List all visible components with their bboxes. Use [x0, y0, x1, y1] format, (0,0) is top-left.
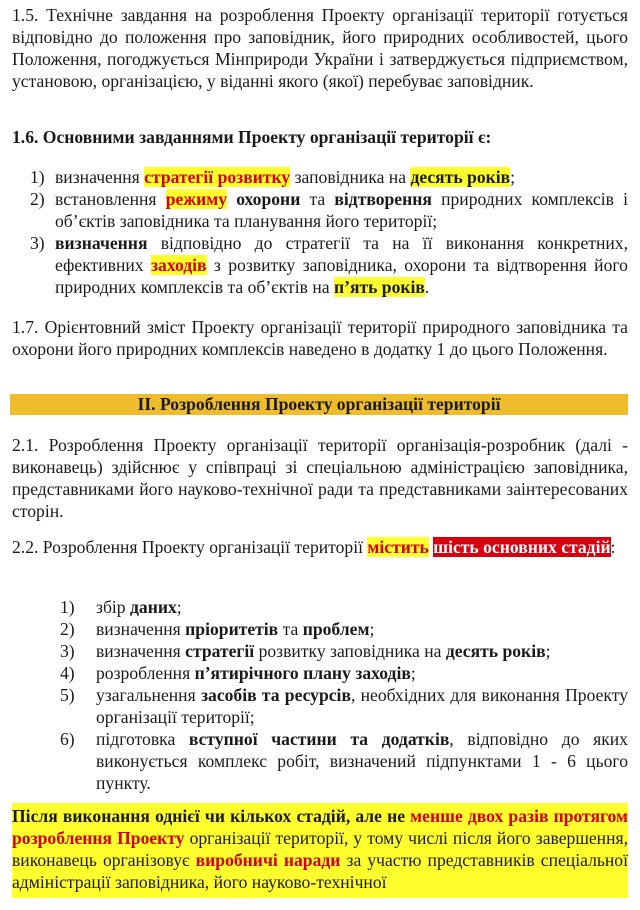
bold-text: вступної частини та додатків	[188, 729, 450, 749]
bold-text: засобів та ресурсів	[200, 685, 351, 705]
bold-text: п’ятирічного плану заходів	[194, 663, 411, 683]
paragraph-1-5: 1.5. Технічне завдання на розроблення Проекту організації території готується відповідно до положення про заповідник, його природних особливостей, цього Положення, погоджується Мінприроди України і затверджується підприємством, установою, організацією, у віданні якого (якої) перебуває заповідник.	[12, 5, 628, 91]
highlight-ten-years: десять років	[410, 167, 511, 187]
text: ;	[410, 663, 416, 683]
section-2-header: II. Розроблення Проекту організації території	[10, 394, 628, 415]
text: природних комплексів і об’єктів заповідника та планування його території;	[55, 189, 628, 231]
text: визначення	[55, 167, 145, 187]
highlight-five-years: п’ять років	[333, 277, 425, 297]
bold-text: пріоритетів	[185, 619, 279, 639]
text: розроблення	[96, 663, 195, 683]
tasks-list	[30, 166, 628, 298]
text: узагальнення	[96, 685, 201, 705]
highlight-strategy: стратегії розвитку	[144, 167, 291, 187]
red-emphasis: менше двох разів протягом розроблення Проекту	[12, 806, 628, 848]
heading-1-6: 1.6. Основними завданнями Проекту організації території є:	[12, 127, 492, 147]
text: заповідника на	[290, 167, 411, 187]
text: за участю представників спеціальної адміністрації заповідника, його науково-технічної	[12, 850, 628, 892]
list-item	[60, 728, 628, 794]
list-number: 3)	[30, 233, 45, 253]
list-item	[60, 684, 628, 728]
list-number: 5)	[60, 685, 75, 705]
highlight-regime: режиму	[165, 189, 227, 209]
list-number: 6)	[60, 729, 75, 749]
text: відповідно до стратегії та на її виконання конкретних, ефективних	[55, 233, 628, 275]
list-number: 3)	[60, 641, 75, 661]
text: ;	[545, 641, 551, 661]
list-item	[30, 188, 628, 232]
text: , відповідно до яких виконується комплекс робіт, визначений підпунктами 1 - 6 цього пункту.	[96, 729, 628, 793]
bold-text: охорони	[236, 189, 301, 209]
text: ;	[369, 619, 375, 639]
paragraph-1-7: 1.7. Орієнтовний зміст Проекту організації території природного заповідника та охорони його природних комплексів наведено в додатку 1 до цього Положення.	[12, 317, 628, 359]
text: ;	[510, 167, 516, 187]
highlighted-paragraph	[12, 803, 628, 898]
list-item	[60, 618, 628, 640]
bold-text: відтворення	[334, 189, 432, 209]
text: визначення	[96, 619, 186, 639]
text: 2.2. Розроблення Проекту організації території	[12, 537, 368, 557]
highlight-six-stages: шість основних стадій	[433, 537, 611, 557]
list-number: 1)	[30, 167, 45, 187]
paragraph-2-1: 2.1. Розроблення Проекту організації території організація-розробник (далі - виконавець) здійснює у співпраці зі спеціальною адміністрацією заповідника, представниками його науково-технічної ради та представниками заінтересованих сторін.	[12, 435, 628, 521]
text: встановлення	[55, 189, 166, 209]
text: збір	[96, 597, 130, 617]
text: підготовка	[96, 729, 189, 749]
bold-text: даних	[130, 597, 177, 617]
bold-text: Після виконання однієї чи кількох стадій, але не	[12, 806, 411, 826]
paragraph-2-2	[12, 536, 628, 558]
text: з розвитку заповідника, охорони та відтворення його природних комплексів та об’єктів на	[55, 255, 628, 297]
text: та	[278, 619, 303, 639]
list-number: 1)	[60, 597, 75, 617]
text: .	[424, 277, 430, 297]
text: :	[610, 537, 616, 557]
text: організації території, у тому числі після його завершення, виконавець організовує	[12, 828, 629, 870]
list-number: 2)	[30, 189, 45, 209]
bold-text: визначення	[55, 233, 148, 253]
list-number: 4)	[60, 663, 75, 683]
text: , необхідних для виконання Проекту організації території;	[96, 685, 628, 727]
bold-text: проблем	[302, 619, 370, 639]
highlight-measures: заходів	[150, 255, 207, 275]
text: розвитку заповідника на	[254, 641, 446, 661]
text: визначення	[96, 641, 186, 661]
highlight-contains: містить	[367, 537, 429, 557]
list-item	[60, 662, 628, 684]
list-number: 2)	[60, 619, 75, 639]
list-item	[30, 166, 628, 188]
red-emphasis: виробничі наради	[195, 850, 341, 870]
list-item	[60, 640, 628, 662]
bold-text: стратегії	[185, 641, 255, 661]
list-item	[60, 596, 628, 618]
stages-list	[60, 596, 628, 794]
text	[227, 189, 236, 209]
bold-text: десять років	[445, 641, 546, 661]
list-item	[30, 232, 628, 298]
text: ;	[176, 597, 182, 617]
text: та	[300, 189, 335, 209]
